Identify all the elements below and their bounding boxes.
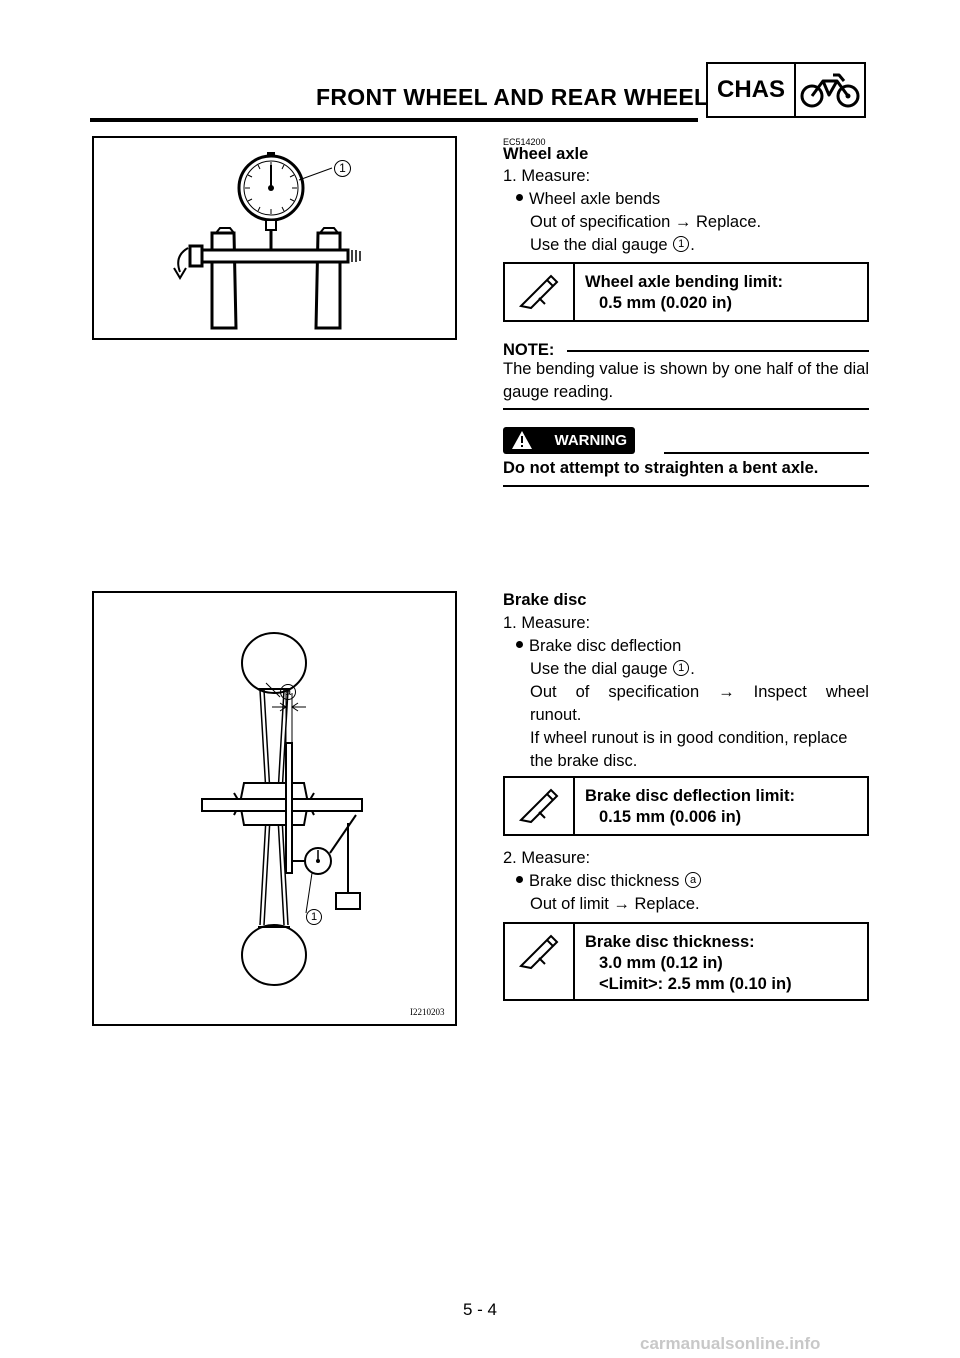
spec-box-disc-thickness (503, 922, 869, 1001)
spec-box-axle-bending (503, 262, 869, 322)
instruction-out-of-spec: Out of specification → Replace. (530, 213, 762, 231)
warning-end-rule (503, 485, 869, 487)
spec-title-axle: Wheel axle bending limit: (585, 273, 784, 291)
figure-brake-disc (92, 591, 457, 1026)
header-rule (90, 118, 698, 122)
warning-icon (511, 430, 533, 450)
bullet-brake-disc-thickness: Brake disc thickness a (516, 870, 702, 893)
page-number: 5 - 4 (462, 1300, 498, 1319)
motorcycle-icon (796, 64, 864, 116)
note-label: NOTE: (503, 341, 555, 359)
callout-a-brake-disc: a (280, 684, 296, 700)
spec-limit-thickness: <Limit>: 2.5 mm (0.10 in) (599, 975, 792, 993)
caliper-icon (505, 924, 575, 999)
wheel-axle-illustration (94, 138, 455, 338)
section-badge-label: CHAS (708, 64, 796, 116)
section-badge (706, 62, 866, 118)
caliper-icon (505, 778, 575, 834)
warning-text: Do not attempt to straighten a bent axle. (503, 459, 819, 477)
bullet-dot (516, 876, 523, 883)
step-1-measure: 1. Measure: (503, 167, 591, 185)
section-heading-brake-disc: Brake disc (503, 591, 587, 609)
callout-1-wheel-axle: 1 (334, 160, 351, 177)
bullet-brake-disc-deflection: Brake disc deflection (516, 635, 681, 658)
step-2-measure: 2. Measure: (503, 849, 591, 867)
page-title: FRONT WHEEL AND REAR WHEEL (316, 84, 709, 110)
spec-box-disc-deflection (503, 776, 869, 836)
instruction-use-dial-gauge: Use the dial gauge 1 . (530, 236, 695, 254)
note-rule (567, 350, 869, 352)
section-heading-wheel-axle: Wheel axle (503, 145, 589, 163)
instruction-out-of-spec-disc: Out of specification → Inspect wheel (530, 683, 869, 701)
bullet-wheel-axle-bends: Wheel axle bends (516, 188, 660, 211)
callout-1-brake-disc: 1 (306, 909, 322, 925)
section-code: EC514200 (503, 137, 546, 147)
instruction-out-of-limit: Out of limit → Replace. (530, 895, 700, 913)
spec-title-thickness: Brake disc thickness: (585, 933, 755, 951)
spec-value-deflection: 0.15 mm (0.006 in) (599, 808, 742, 826)
warning-rule (664, 452, 869, 454)
brake-disc-illustration (94, 593, 455, 1024)
instruction-if-runout-2: the brake disc. (530, 752, 638, 770)
spec-title-deflection: Brake disc deflection limit: (585, 787, 795, 805)
bullet-dot (516, 641, 523, 648)
spec-value-axle: 0.5 mm (0.020 in) (599, 294, 732, 312)
watermark: carmanualsonline.info (640, 1334, 821, 1353)
instruction-if-runout-1: If wheel runout is in good condition, replace (530, 729, 848, 747)
instruction-runout: runout. (530, 706, 582, 724)
step-1-measure-disc: 1. Measure: (503, 614, 591, 632)
note-text: The bending value is shown by one half of the dial gauge reading. (503, 360, 869, 401)
spec-value-thickness: 3.0 mm (0.12 in) (599, 954, 723, 972)
warning-label: WARNING (503, 427, 635, 454)
figure-code: I2210203 (410, 1007, 445, 1017)
note-end-rule (503, 408, 869, 410)
caliper-icon (505, 264, 575, 320)
bullet-dot (516, 194, 523, 201)
figure-wheel-axle (92, 136, 457, 340)
instruction-use-dial-gauge-disc: Use the dial gauge 1 . (530, 660, 695, 678)
